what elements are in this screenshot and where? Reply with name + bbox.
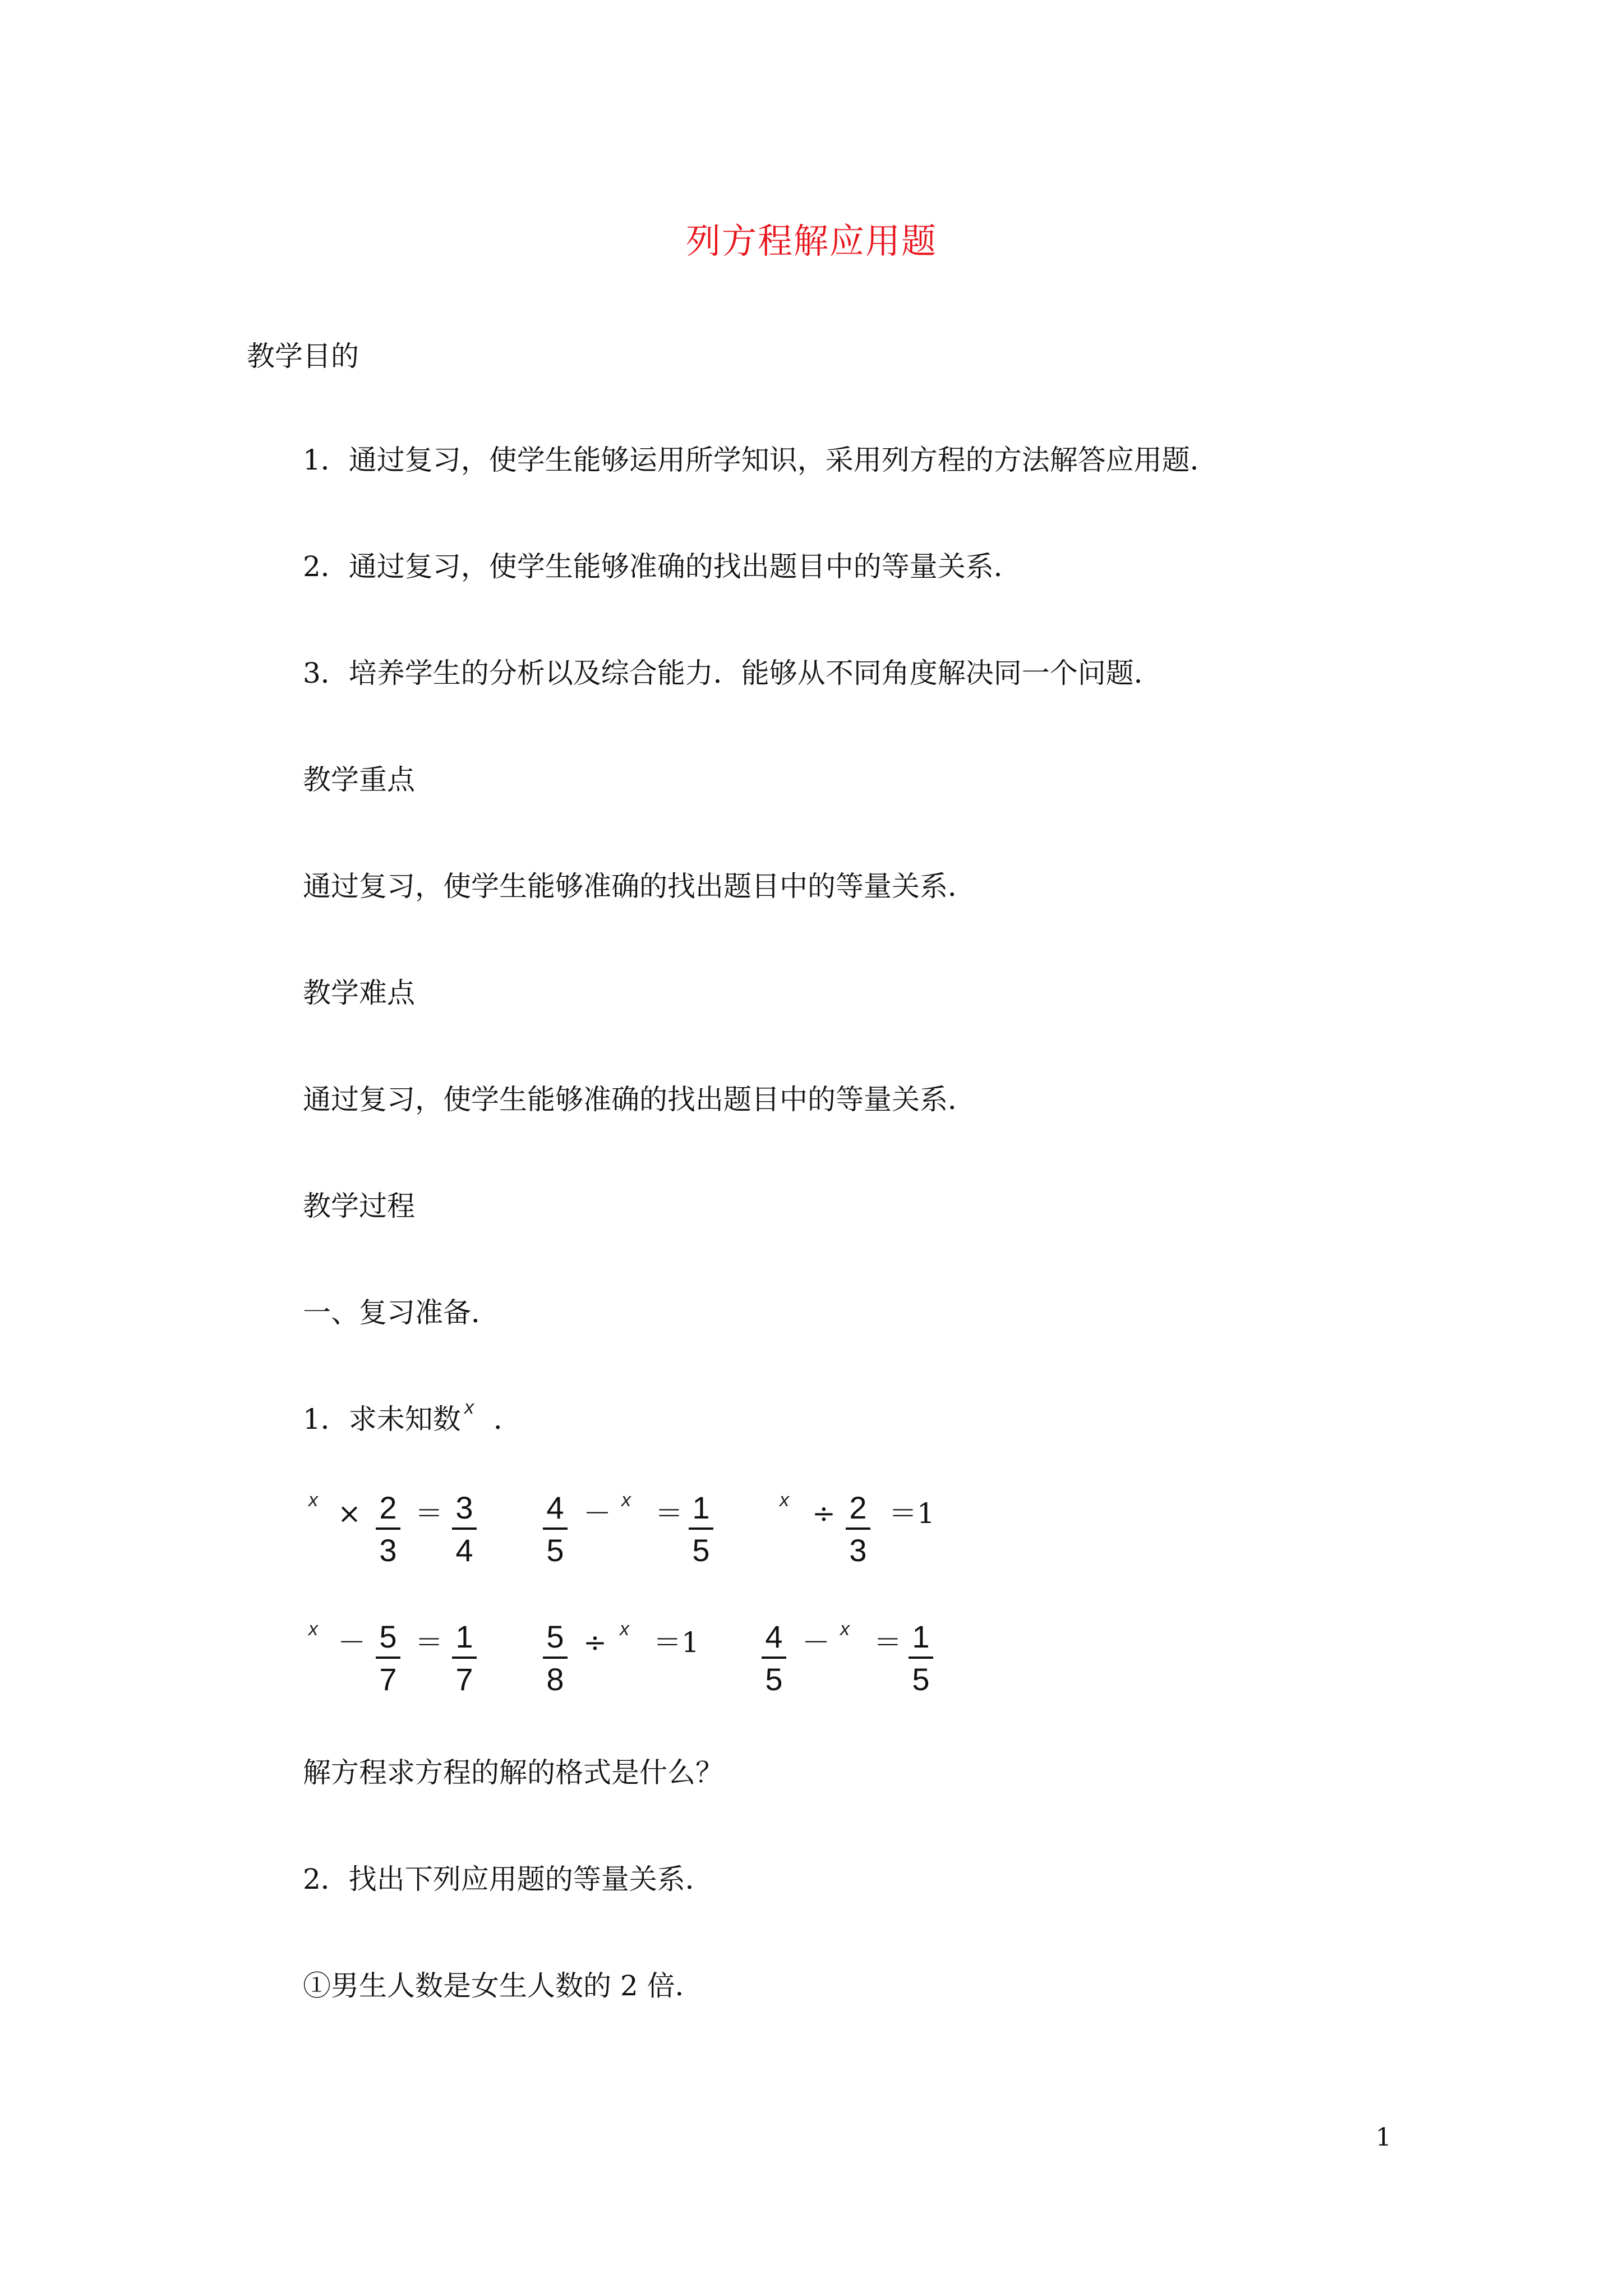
fraction: 2 3 <box>371 1489 405 1569</box>
operator: ÷ <box>812 1497 836 1530</box>
section-one-heading: 一、复习准备． <box>303 1296 499 1329</box>
operator: × <box>338 1497 361 1530</box>
question-format: 解方程求方程的解的格式是什么？ <box>303 1756 723 1789</box>
operator: － <box>338 1626 366 1659</box>
document-title: 列方程解应用题 <box>685 220 937 261</box>
fraction: 2 3 <box>841 1489 875 1569</box>
fraction: 3 4 <box>448 1489 481 1569</box>
variable-x: x <box>620 1618 629 1640</box>
variable-x: x <box>621 1489 631 1511</box>
fraction: 1 5 <box>684 1489 718 1569</box>
equals-sign: ＝ <box>415 1497 443 1530</box>
operator: － <box>583 1497 611 1530</box>
equals-sign: ＝ <box>874 1626 902 1659</box>
sub-item-one: ①男生人数是女生人数的 2 倍． <box>303 1970 703 2002</box>
equals-sign: ＝ <box>415 1626 443 1659</box>
heading-difficulty: 教学难点 <box>303 977 415 1009</box>
fraction: 1 7 <box>448 1618 481 1698</box>
objective-3: 3．培养学生的分析以及综合能力．能够从不同角度解决同一个问题． <box>303 657 1162 689</box>
objective-2: 2．通过复习，使学生能够准确的找出题目中的等量关系． <box>303 550 1022 583</box>
fraction: 4 5 <box>538 1489 572 1569</box>
heading-process: 教学过程 <box>303 1190 415 1222</box>
difficulty-text: 通过复习，使学生能够准确的找出题目中的等量关系． <box>303 1083 976 1116</box>
equals-one: ＝1 <box>889 1497 935 1530</box>
fraction: 5 7 <box>371 1618 405 1698</box>
heading-key-point: 教学重点 <box>303 763 415 796</box>
key-point-text: 通过复习，使学生能够准确的找出题目中的等量关系． <box>303 870 976 903</box>
operator: ÷ <box>583 1626 607 1659</box>
fraction: 5 8 <box>538 1618 572 1698</box>
objective-1: 1．通过复习，使学生能够运用所学知识，采用列方程的方法解答应用题． <box>303 444 1218 476</box>
variable-x: x <box>780 1489 789 1511</box>
fraction: 4 5 <box>757 1618 791 1698</box>
variable-x: x <box>840 1618 850 1640</box>
operator: － <box>802 1626 830 1659</box>
equals-one: ＝1 <box>653 1626 699 1659</box>
fraction: 1 5 <box>904 1618 938 1698</box>
variable-x: x <box>308 1489 318 1511</box>
equals-sign: ＝ <box>655 1497 683 1530</box>
item-one-suffix: ． <box>494 1403 522 1435</box>
variable-x: x <box>308 1618 318 1640</box>
heading-objectives: 教学目的 <box>247 340 359 372</box>
item-two: 2．找出下列应用题的等量关系． <box>303 1863 713 1895</box>
item-one-prefix: 1．求未知数 <box>303 1403 461 1435</box>
variable-x: x <box>464 1397 474 1418</box>
page-number: 1 <box>1376 2123 1391 2152</box>
